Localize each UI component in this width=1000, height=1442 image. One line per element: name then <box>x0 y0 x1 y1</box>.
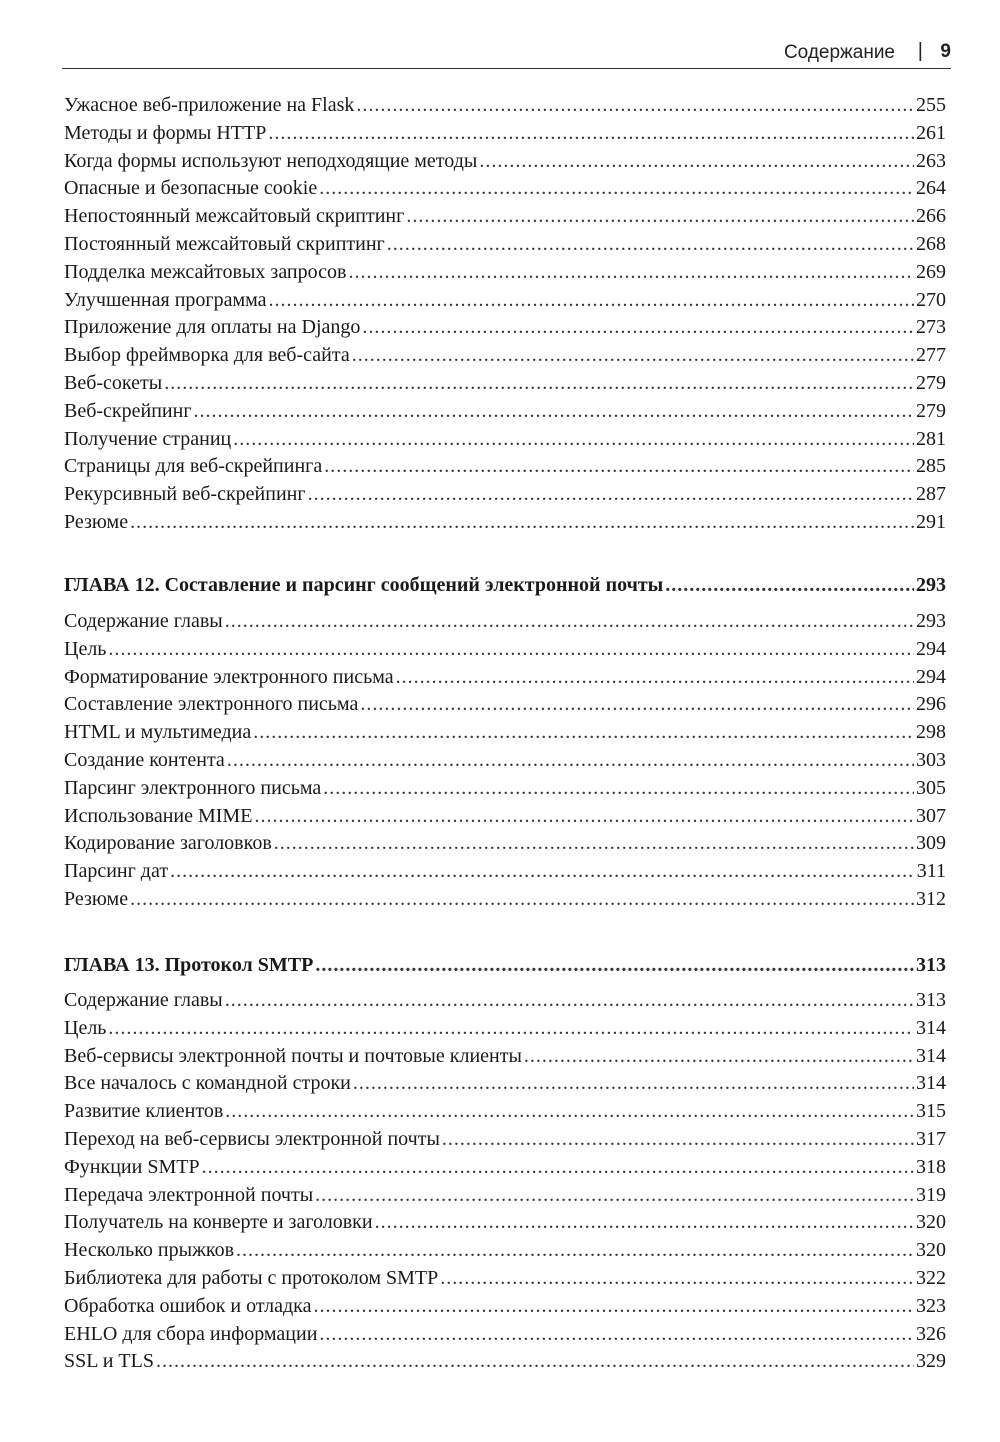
dot-leader <box>362 314 914 342</box>
toc-chapter-12-entries <box>64 608 946 914</box>
dot-leader <box>315 1182 914 1210</box>
toc-entry-title: HTML и мультимедиа <box>64 721 252 744</box>
toc-entry[interactable] <box>64 1070 946 1098</box>
dot-leader <box>524 1043 914 1071</box>
toc-chapter-12 <box>64 572 946 600</box>
toc-entry-title: Все началось с командной строки <box>64 1072 351 1095</box>
dot-leader <box>130 509 914 537</box>
toc-entry[interactable] <box>64 148 946 176</box>
dot-leader <box>164 370 914 398</box>
toc-entry[interactable] <box>64 1126 946 1154</box>
toc-entry[interactable] <box>64 1209 946 1237</box>
toc-entry[interactable] <box>64 231 946 259</box>
toc-entry[interactable] <box>64 886 946 914</box>
toc-entry-page: 313 <box>916 989 946 1011</box>
dot-leader <box>268 120 914 148</box>
dot-leader <box>360 691 914 719</box>
toc-entry-title: Составление электронного письма <box>64 693 359 716</box>
toc-entry-title: Создание контента <box>64 748 225 771</box>
toc-entry-page: 294 <box>916 637 946 660</box>
toc-entry[interactable] <box>64 775 946 803</box>
toc-entry-title: Когда формы используют неподходящие методы <box>64 149 478 172</box>
toc-entry-page: 281 <box>916 427 946 450</box>
toc-entry-page: 329 <box>916 1350 946 1373</box>
toc-entry-title: Опасные и безопасные cookie <box>64 177 318 200</box>
toc-entry-title: Резюме <box>64 887 129 910</box>
toc-entry[interactable] <box>64 509 946 537</box>
running-header-separator: | <box>917 40 923 62</box>
toc-entry-title: Рекурсивный веб-скрейпинг <box>64 483 306 506</box>
toc-entry-page: 312 <box>916 887 946 910</box>
running-header-title: Содержание <box>783 42 895 63</box>
dot-leader <box>396 664 914 692</box>
toc-entry-title: Веб-сокеты <box>64 371 163 394</box>
toc-entry-title: Постоянный межсайтовый скриптинг <box>64 232 385 255</box>
toc-entry-title: Непостоянный межсайтовый скриптинг <box>64 205 405 228</box>
toc-entry-page: 277 <box>916 344 946 367</box>
toc-entry-page: 279 <box>916 371 946 394</box>
toc-entry-page: 322 <box>916 1266 946 1289</box>
toc-entry-page: 314 <box>916 1016 946 1039</box>
toc-entry[interactable] <box>64 1098 946 1126</box>
dot-leader <box>170 858 915 886</box>
toc-chapter-13-entries <box>64 987 946 1376</box>
toc-entry-page: 270 <box>916 288 946 311</box>
toc-entry-page: 320 <box>916 1211 946 1234</box>
toc-entry[interactable] <box>64 342 946 370</box>
toc-entry-title: Кодирование заголовков <box>64 832 272 855</box>
dot-leader <box>194 398 914 426</box>
toc-entry[interactable] <box>64 1154 946 1182</box>
toc-entry-title: EHLO для сбора информации <box>64 1322 318 1345</box>
toc-entry[interactable] <box>64 1182 946 1210</box>
toc-entry-page: 269 <box>916 260 946 283</box>
dot-leader <box>406 203 914 231</box>
toc-entry[interactable] <box>64 1043 946 1071</box>
dot-leader <box>253 719 914 747</box>
toc-section-continued <box>64 92 946 537</box>
toc-entry-title: Выбор фреймворка для веб-сайта <box>64 344 350 367</box>
toc-entry[interactable] <box>64 608 946 636</box>
dot-leader <box>319 175 914 203</box>
dot-leader <box>348 259 914 287</box>
toc-entry-page: 273 <box>916 316 946 339</box>
dot-leader <box>130 886 914 914</box>
toc-entry[interactable] <box>64 858 946 886</box>
dot-leader <box>356 92 914 120</box>
toc-entry-title: Библиотека для работы с протоколом SMTP <box>64 1266 439 1289</box>
toc-entry-title: Методы и формы HTTP <box>64 121 267 144</box>
toc-entry-page: 263 <box>916 149 946 172</box>
toc-entry[interactable] <box>64 747 946 775</box>
toc-entry-title: Парсинг электронного письма <box>64 776 322 799</box>
toc-entry-page: 293 <box>916 610 946 632</box>
toc-entry-title: Цель <box>64 1016 107 1039</box>
dot-leader <box>225 1098 914 1126</box>
toc-entry-page: 315 <box>916 1100 946 1123</box>
toc-entry[interactable] <box>64 175 946 203</box>
toc-entry-page: 264 <box>916 177 946 200</box>
toc-entry[interactable] <box>64 1237 946 1265</box>
toc-entry-page: 279 <box>916 399 946 422</box>
toc-entry[interactable] <box>64 830 946 858</box>
toc-entry-page: 319 <box>916 1183 946 1206</box>
chapter-title: ГЛАВА 12. Составление и парсинг сообщений электронной почты <box>64 574 664 596</box>
toc-chapter-13 <box>64 952 946 980</box>
dot-leader <box>274 830 914 858</box>
dot-leader <box>313 1293 914 1321</box>
toc-entry[interactable] <box>64 398 946 426</box>
chapter-heading[interactable] <box>64 952 946 980</box>
toc-entry-title: Цель <box>64 637 107 660</box>
toc-entry-title: Содержание главы <box>64 989 223 1011</box>
toc-entry-page: 305 <box>916 776 946 799</box>
toc-entry[interactable] <box>64 1015 946 1043</box>
toc-entry-title: Развитие клиентов <box>64 1100 224 1123</box>
dot-leader <box>353 1070 914 1098</box>
dot-leader <box>440 1265 914 1293</box>
toc-entry-page: 326 <box>916 1322 946 1345</box>
toc-entry-page: 309 <box>916 832 946 855</box>
dot-leader <box>387 231 914 259</box>
toc-entry[interactable] <box>64 691 946 719</box>
toc-entry[interactable] <box>64 1265 946 1293</box>
dot-leader <box>323 775 914 803</box>
toc-entry-title: Содержание главы <box>64 610 223 632</box>
toc-entry-title: Форматирование электронного письма <box>64 665 394 688</box>
toc-entry[interactable] <box>64 370 946 398</box>
toc-entry[interactable] <box>64 120 946 148</box>
toc-entry[interactable] <box>64 453 946 481</box>
toc-entry-page: 314 <box>916 1072 946 1095</box>
dot-leader <box>156 1348 914 1376</box>
toc-entry-title: Обработка ошибок и отладка <box>64 1294 312 1317</box>
toc-entry[interactable] <box>64 987 946 1015</box>
toc-entry-page: 287 <box>916 483 946 506</box>
toc-entry[interactable] <box>64 426 946 454</box>
toc-entry-page: 323 <box>916 1294 946 1317</box>
dot-leader <box>202 1154 914 1182</box>
toc-entry-page: 298 <box>916 721 946 744</box>
toc-entry-title: SSL и TLS <box>64 1350 154 1373</box>
chapter-title: ГЛАВА 13. Протокол SMTP <box>64 954 314 976</box>
dot-leader <box>236 1237 914 1265</box>
toc-entry[interactable] <box>64 664 946 692</box>
toc-entry-title: Подделка межсайтовых запросов <box>64 260 347 283</box>
toc-entry-title: Приложение для оплаты на Django <box>64 316 361 339</box>
toc-entry-page: 307 <box>916 804 946 827</box>
dot-leader <box>254 803 914 831</box>
page-number: 9 <box>940 41 951 62</box>
toc-entry-title: Веб-сервисы электронной почты и почтовые клиенты <box>64 1044 522 1067</box>
dot-leader <box>665 572 914 600</box>
dot-leader <box>108 636 914 664</box>
chapter-heading[interactable] <box>64 572 946 600</box>
dot-leader <box>375 1209 914 1237</box>
dot-leader <box>308 481 914 509</box>
toc-entry-page: 285 <box>916 455 946 478</box>
dot-leader <box>352 342 914 370</box>
dot-leader <box>227 747 914 775</box>
dot-leader <box>479 148 914 176</box>
chapter-page: 313 <box>916 954 946 976</box>
dot-leader <box>324 453 914 481</box>
toc-entry-page: 296 <box>916 693 946 716</box>
running-header <box>62 36 951 69</box>
dot-leader <box>225 987 914 1015</box>
toc-entry-title: Получатель на конверте и заголовки <box>64 1211 373 1234</box>
toc-entry-page: 266 <box>916 205 946 228</box>
toc-entry[interactable] <box>64 1321 946 1349</box>
toc-entry[interactable] <box>64 1348 946 1376</box>
dot-leader <box>442 1126 914 1154</box>
dot-leader <box>233 426 914 454</box>
toc-entry-title: Парсинг дат <box>64 860 169 883</box>
toc-entry-page: 255 <box>916 94 946 116</box>
dot-leader <box>269 287 914 315</box>
toc-entry[interactable] <box>64 1293 946 1321</box>
toc-entry[interactable] <box>64 287 946 315</box>
dot-leader <box>319 1321 914 1349</box>
toc-entry-title: Передача электронной почты <box>64 1183 314 1206</box>
toc-entry[interactable] <box>64 719 946 747</box>
toc-entry-page: 291 <box>916 510 946 533</box>
toc-entry-page: 318 <box>916 1155 946 1178</box>
toc-entry[interactable] <box>64 481 946 509</box>
toc-entry[interactable] <box>64 92 946 120</box>
toc-entry[interactable] <box>64 203 946 231</box>
toc-entry-title: Веб-скрейпинг <box>64 399 192 422</box>
toc-entry-title: Получение страниц <box>64 427 232 450</box>
toc-entry[interactable] <box>64 314 946 342</box>
toc-entry[interactable] <box>64 803 946 831</box>
toc-entry-title: Несколько прыжков <box>64 1239 235 1262</box>
toc-entry-page: 314 <box>916 1044 946 1067</box>
toc-entry-title: Страницы для веб-скрейпинга <box>64 455 323 478</box>
toc-entry-title: Функции SMTP <box>64 1155 200 1178</box>
toc-entry-page: 303 <box>916 748 946 771</box>
dot-leader <box>108 1015 914 1043</box>
toc-entry-page: 294 <box>916 665 946 688</box>
toc-entry-title: Улучшенная программа <box>64 288 267 311</box>
toc-entry[interactable] <box>64 259 946 287</box>
toc-entry-title: Переход на веб-сервисы электронной почты <box>64 1127 440 1150</box>
toc-entry-page: 320 <box>916 1239 946 1262</box>
toc-entry-page: 268 <box>916 232 946 255</box>
toc-entry-title: Использование MIME <box>64 804 253 827</box>
toc-entry-page: 261 <box>916 121 946 144</box>
toc-entry-title: Ужасное веб-приложение на Flask <box>64 94 355 116</box>
chapter-page: 293 <box>916 574 946 596</box>
dot-leader <box>225 608 914 636</box>
dot-leader <box>315 952 914 980</box>
toc-entry-title: Резюме <box>64 510 129 533</box>
toc-entry-page: 317 <box>916 1127 946 1150</box>
toc-entry[interactable] <box>64 636 946 664</box>
toc-entry-page: 311 <box>916 860 946 883</box>
